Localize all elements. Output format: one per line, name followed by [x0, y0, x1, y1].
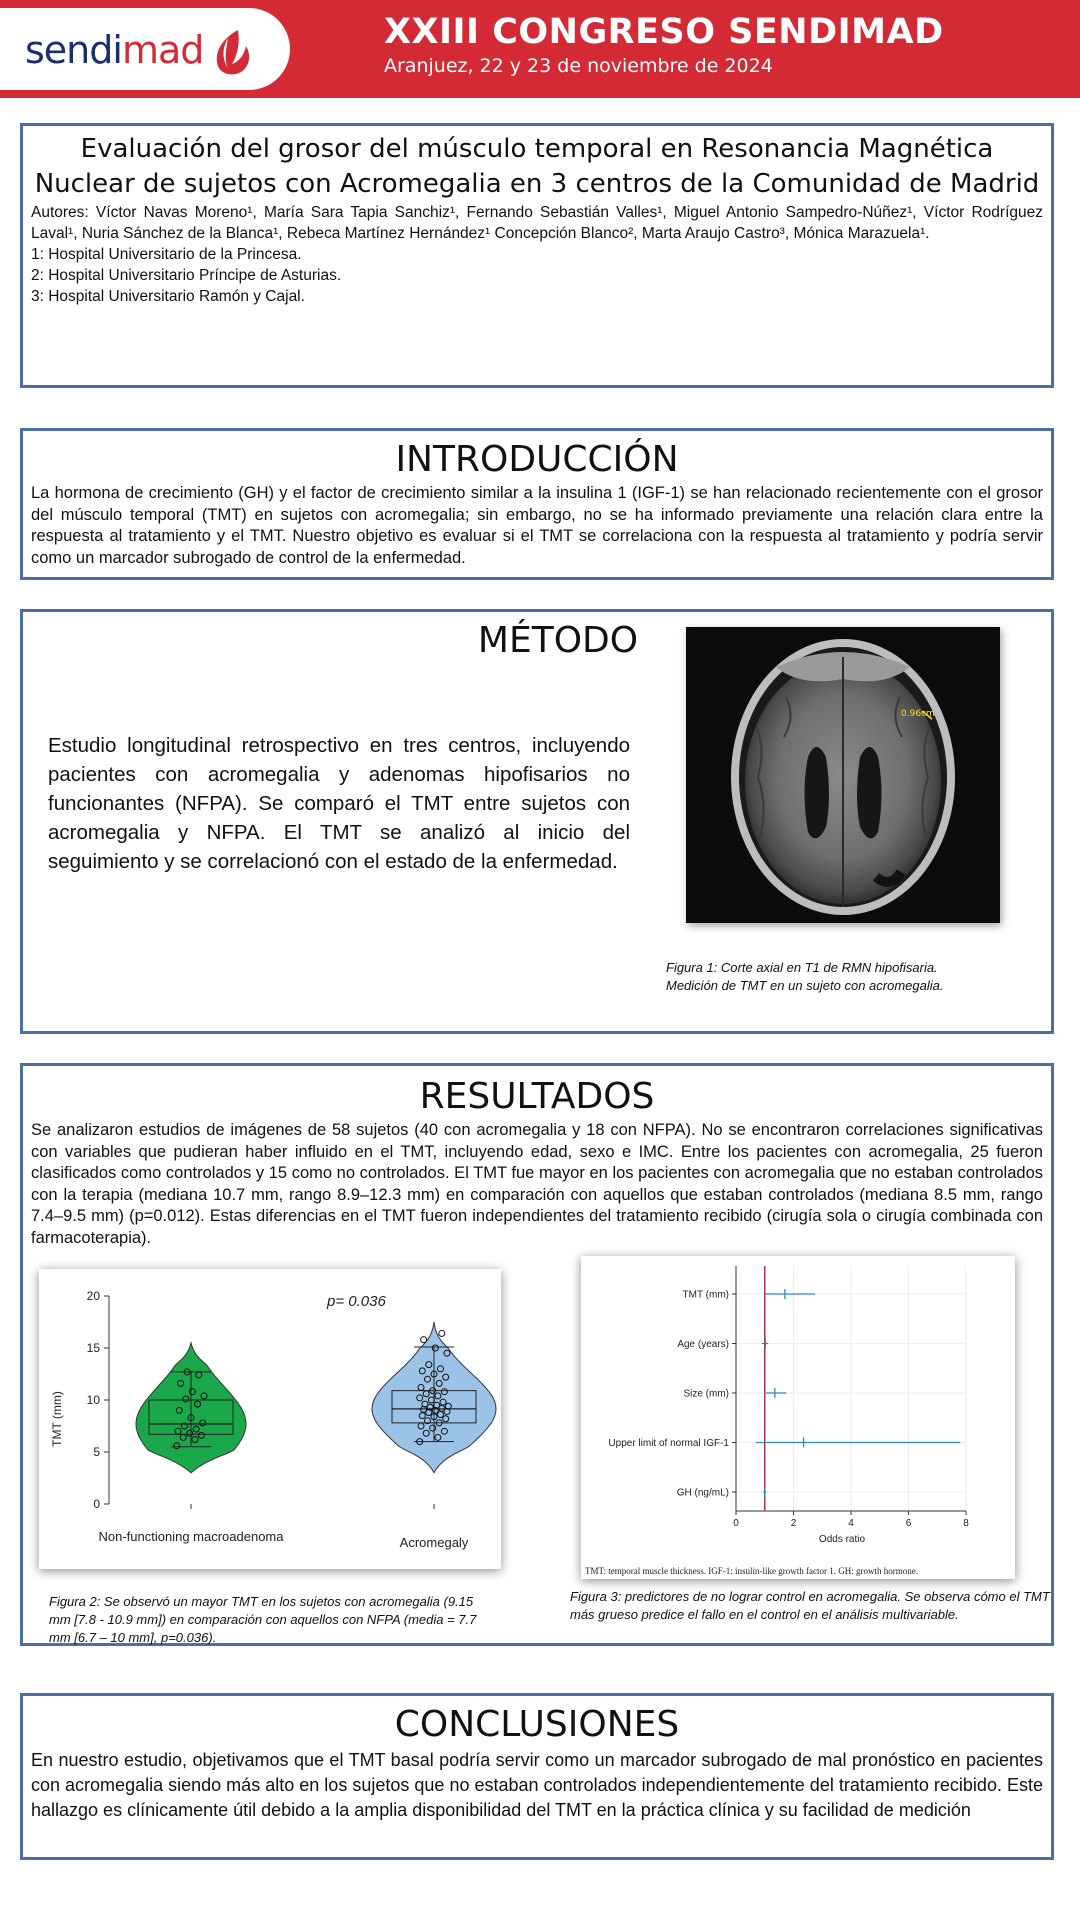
affiliation-3: 3: Hospital Universitario Ramón y Cajal.: [31, 288, 305, 305]
results-heading: RESULTADOS: [419, 1076, 655, 1117]
poster-title: [23, 132, 1051, 202]
authors: Autores: Víctor Navas Moreno¹, María Sara Tapia Sanchiz¹, Fernando Sebastián Valles¹, Miguel Antonio Sampedro-Núñez¹, Víctor Rodríguez Laval¹, Nuria Sánchez de la Blanca¹, Rebeca Martínez Hernández¹ Concepción Blanco², Marta Araujo Castro³, Mónica Marazuela¹.: [31, 204, 1043, 242]
method-section: [20, 609, 1054, 1034]
conclusions-heading: CONCLUSIONES: [394, 1704, 680, 1745]
conclusions-section: [20, 1693, 1054, 1860]
congress-header: [0, 0, 1080, 98]
figure-3-caption: Figura 3: predictores de no lograr control en acromegalia. Se observa cómo el TMT más grueso predice el fallo en el control en el análisis multivariable.: [570, 1589, 1050, 1622]
mri-axial-image: [686, 627, 1000, 923]
forest-row-label: TMT (mm): [682, 1289, 729, 1301]
violin-y-tick-label: 10: [86, 1393, 100, 1407]
affiliation-2: 2: Hospital Universitario Príncipe de Asturias.: [31, 267, 342, 284]
method-text: Estudio longitudinal retrospectivo en tres centros, incluyendo pacientes con acromegalia y adenomas hipofisarios no funcionantes (NFPA). Se comparó el TMT entre sujetos con acromegalia y NFPA. El TMT se analizó al inicio del seguimiento y se correlacionó con el estado de la enfermedad.: [48, 734, 630, 873]
violin-y-tick-label: 20: [86, 1289, 100, 1303]
poster-title-line-2: Nuclear de sujetos con Acromegalia en 3 centros de la Comunidad de Madrid: [34, 169, 1040, 199]
sendimad-logo-text: [25, 28, 203, 72]
violin-y-axis: [87, 1289, 109, 1511]
violin-chart: [39, 1269, 501, 1569]
title-box: [20, 123, 1054, 388]
congress-subtitle: Aranjuez, 22 y 23 de noviembre de 2024: [384, 55, 773, 77]
forest-plot: [581, 1256, 1015, 1579]
p-value-annotation: p= 0.036: [327, 1293, 386, 1310]
results-section: [20, 1063, 1054, 1646]
violin-category-acromegaly: Acromegaly: [399, 1535, 469, 1550]
forest-x-tick-label: 4: [848, 1518, 854, 1529]
introduction-text: La hormona de crecimiento (GH) y el factor de crecimiento similar a la insulina 1 (IGF-1) se han relacionado recientemente con el grosor del músculo temporal (TMT) en sujetos con acromegalia; sin embargo, no se ha informado previamente una relación clara entre la respuesta al tratamiento y el TMT. Nuestro objetivo es evaluar si el TMT se correlaciona con la respuesta al tratamiento y podría servir como un marcador subrogado de control de la enfermedad.: [31, 484, 1043, 567]
forest-x-axis-label: Odds ratio: [818, 1534, 866, 1545]
introduction-heading: INTRODUCCIÓN: [395, 439, 679, 480]
affiliations: [23, 244, 1051, 307]
forest-row-label: Size (mm): [683, 1388, 729, 1400]
forest-footnote: TMT: temporal muscle thickness. IGF-1: insulin-like growth factor 1. GH: growth hormone.: [585, 1566, 918, 1576]
method-heading: MÉTODO: [477, 620, 639, 661]
violin-y-tick-label: 0: [93, 1497, 100, 1511]
forest-x-tick-label: 8: [963, 1518, 969, 1529]
figure-2-frame: [39, 1269, 501, 1569]
violin-y-axis-label: TMT (mm): [50, 1391, 64, 1447]
violin-data-point: [421, 1337, 427, 1343]
violin-y-tick-label: 5: [93, 1445, 100, 1459]
introduction-section: [20, 428, 1054, 580]
logo-prefix: sendi: [25, 28, 122, 72]
results-text: Se analizaron estudios de imágenes de 58 sujetos (40 con acromegalia y 18 con NFPA). No se encontraron correlaciones significativas con variables que pudieran haber influido en el TMT, incluyendo edad, sexo e IMC. Entre los pacientes con acromegalia, 25 fueron clasificados como controlados y 15 como no controlados. El TMT fue mayor en los pacientes con acromegalia que no estaban controlados con la terapia (mediana 10.7 mm, rango 8.9–12.3 mm) en comparación con aquellos que estaban controlados (mediana 8.5 mm, rango 7.4–9.5 mm) (p=0.012). Estas diferencias en el TMT fueron independientes del tratamiento recibido (cirugía sola o cirugía combinada con farmacoterapia).: [31, 1121, 1043, 1247]
poster-title-line-1: Evaluación del grosor del músculo temporal en Resonancia Magnética: [80, 134, 994, 164]
figure-1-caption-line-1: Figura 1: Corte axial en T1 de RMN hipofisaria.: [666, 960, 938, 975]
affiliation-1: 1: Hospital Universitario de la Princesa.: [31, 246, 302, 263]
figure-2-caption: Figura 2: Se observó un mayor TMT en los sujetos con acromegalia (9.15 mm [7.8 - 10.9 mm]) en comparación con aquellos con NFPA (media = 7.7 mm [6.7 – 10 mm], p=0.036).: [49, 1594, 477, 1645]
forest-row-label: Age (years): [677, 1339, 729, 1350]
logo-suffix: mad: [121, 28, 204, 72]
measurement-label: 0.96cm: [901, 709, 935, 719]
violin-category-nfpa: Non-functioning macroadenoma: [98, 1529, 284, 1544]
logo-container: [0, 8, 290, 90]
sendimad-flame-logo-icon: [208, 28, 254, 78]
forest-x-tick-label: 6: [905, 1518, 912, 1529]
forest-plot-area: [608, 1266, 969, 1529]
forest-x-tick-label: 0: [733, 1518, 739, 1529]
violin-y-tick-label: 15: [86, 1341, 100, 1355]
figure-1-caption-line-2: Medición de TMT en un sujeto con acromegalia.: [666, 978, 944, 993]
congress-title: XXIII CONGRESO SENDIMAD: [384, 12, 944, 52]
figure-1-caption: [666, 959, 1036, 995]
conclusions-text: En nuestro estudio, objetivamos que el TMT basal podría servir como un marcador subrogado de mal pronóstico en pacientes con acromegalia siendo más alto en los sujetos que no estaban controlados independientemente del tratamiento recibido. Este hallazgo es clínicamente útil debido a la amplia disponibilidad del TMT en la práctica clínica y su facilidad de medición: [31, 1750, 1043, 1820]
figure-3-frame: [581, 1256, 1015, 1579]
forest-row-label: Upper limit of normal IGF-1: [608, 1438, 729, 1449]
brain-mri-illustration: [686, 627, 1000, 923]
forest-row-label: GH (ng/mL): [676, 1487, 729, 1499]
forest-x-tick-label: 2: [790, 1518, 797, 1529]
violin-data-point: [439, 1330, 445, 1336]
violin-plot-area: [136, 1322, 496, 1509]
